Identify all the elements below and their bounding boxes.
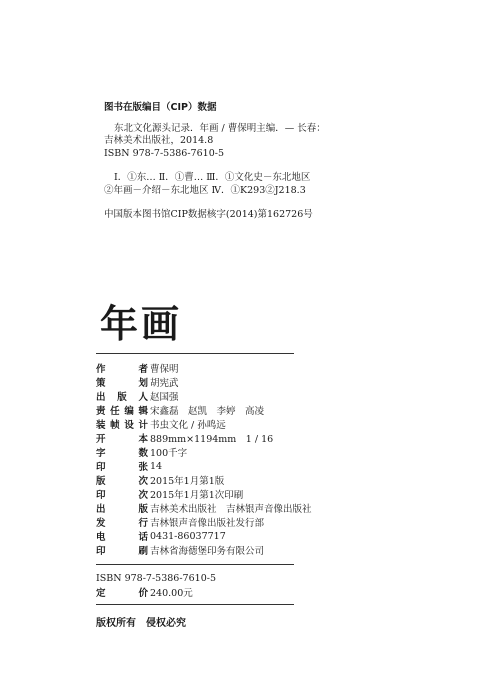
credit-label-char: 者 xyxy=(138,364,148,375)
credit-label-char: 出 xyxy=(96,504,106,515)
credit-label-char: 印 xyxy=(96,490,106,501)
cip-data-block xyxy=(104,102,434,222)
credit-label-char: 字 xyxy=(96,448,106,459)
credit-label-char: 数 xyxy=(138,448,148,459)
credit-label-char: 辑 xyxy=(138,406,148,417)
divider-bottom xyxy=(96,604,294,605)
credit-label xyxy=(96,375,148,389)
credit-label xyxy=(96,473,148,487)
credit-label-char: 价 xyxy=(138,588,148,599)
credit-row xyxy=(96,361,336,375)
credit-value: 0431-86037717 xyxy=(150,530,226,542)
credit-label-char: 印 xyxy=(96,546,106,557)
credit-label xyxy=(96,515,148,529)
credit-label-char: 话 xyxy=(138,532,148,543)
credit-label-char: 装 xyxy=(96,420,106,431)
isbn-line xyxy=(96,571,216,585)
credit-label-char: 帧 xyxy=(110,420,120,431)
credit-value: 2015年1月第1版 xyxy=(150,476,225,487)
cip-record xyxy=(104,123,434,161)
credit-label xyxy=(96,445,148,459)
cip-record-isbn: ISBN 978-7-5386-7610-5 xyxy=(104,147,224,159)
credit-row xyxy=(96,389,336,403)
credit-label-char: 次 xyxy=(138,476,148,487)
credit-label-char: 刷 xyxy=(138,546,148,557)
cip-subject-line: ②年画－介绍－东北地区 Ⅳ．①K293②J218.3 xyxy=(104,184,306,196)
credit-row xyxy=(96,403,336,417)
credit-label-char: 开 xyxy=(96,434,106,445)
credit-row xyxy=(96,459,336,473)
credit-label xyxy=(96,501,148,515)
credit-label xyxy=(96,431,148,445)
cip-subject-line: Ⅰ．①东… Ⅱ．①曹… Ⅲ．①文化史－东北地区 xyxy=(114,172,311,183)
credit-value: 100千字 xyxy=(150,448,188,459)
credit-label-char: 人 xyxy=(138,392,148,403)
credit-label-char: 本 xyxy=(138,434,148,445)
credit-label xyxy=(96,389,148,403)
credit-label-char: 行 xyxy=(138,518,148,529)
credit-row xyxy=(96,501,336,515)
credit-label xyxy=(96,417,148,431)
credit-value: 赵国强 xyxy=(150,392,179,403)
credit-label xyxy=(96,529,148,543)
credit-label-char: 策 xyxy=(96,378,106,389)
cip-heading: 图书在版编目（CIP）数据 xyxy=(104,102,217,113)
cip-number: 中国版本图书馆CIP数据核字(2014)第162726号 xyxy=(104,209,313,220)
cip-record-line: 吉林美术出版社，2014.8 xyxy=(104,135,214,146)
credit-row xyxy=(96,529,336,543)
credit-row xyxy=(96,375,336,389)
credit-value: 书虫文化 / 孙鸣远 xyxy=(150,420,226,431)
credit-label xyxy=(96,459,148,473)
price-row xyxy=(96,585,216,599)
credit-row xyxy=(96,417,336,431)
cip-subjects xyxy=(104,172,434,197)
credit-label-char: 电 xyxy=(96,532,106,543)
credit-value: 14 xyxy=(150,460,163,472)
book-title: 年画 xyxy=(100,302,183,346)
credit-label-char: 次 xyxy=(138,490,148,501)
credit-row xyxy=(96,431,336,445)
credit-label-char: 张 xyxy=(138,462,148,473)
copyright-notice: 版权所有 侵权必究 xyxy=(96,618,186,629)
credit-value: 吉林省海德堡印务有限公司 xyxy=(150,546,265,557)
credit-label xyxy=(96,361,148,375)
credit-label-char: 出 xyxy=(96,392,106,403)
credit-label-char: 版 xyxy=(138,504,148,515)
credit-label-char: 任 xyxy=(110,406,120,417)
divider-middle xyxy=(96,564,294,565)
credit-label-char: 发 xyxy=(96,518,106,529)
credit-label-char: 作 xyxy=(96,364,106,375)
credit-label-char: 版 xyxy=(96,476,106,487)
credit-value: 吉林银声音像出版社发行部 xyxy=(150,518,265,529)
credit-label-char: 版 xyxy=(117,392,127,403)
credit-label-char: 划 xyxy=(138,378,148,389)
credit-row xyxy=(96,515,336,529)
credit-label-char: 计 xyxy=(138,420,148,431)
isbn-value: ISBN 978-7-5386-7610-5 xyxy=(96,572,216,584)
credit-label-char: 定 xyxy=(96,588,106,599)
credit-label-char: 印 xyxy=(96,462,106,473)
price-label xyxy=(96,585,148,599)
credit-label xyxy=(96,403,148,417)
price-value: 240.00元 xyxy=(150,588,193,599)
credit-row xyxy=(96,487,336,501)
credits-list xyxy=(96,361,336,557)
divider-top xyxy=(96,353,294,354)
credit-row xyxy=(96,445,336,459)
cip-record-line: 东北文化源头记录．年画 / 曹保明主编．— 长春： xyxy=(114,122,326,134)
credit-label xyxy=(96,487,148,501)
credit-value: 曹保明 xyxy=(150,364,179,375)
credit-label xyxy=(96,543,148,557)
credit-value: 胡宪武 xyxy=(150,378,179,389)
credit-value: 宋鑫磊 赵凯 李婷 高凌 xyxy=(150,406,265,417)
credit-row xyxy=(96,473,336,487)
credit-label-char: 责 xyxy=(96,406,106,417)
credit-value: 889mm×1194mm 1 / 16 xyxy=(150,434,274,445)
credit-row xyxy=(96,543,336,557)
credit-value: 吉林美术出版社 吉林银声音像出版社 xyxy=(150,504,312,515)
credit-value: 2015年1月第1次印刷 xyxy=(150,490,244,501)
credit-label-char: 编 xyxy=(124,406,134,417)
isbn-price-block xyxy=(96,571,216,599)
credit-label-char: 设 xyxy=(124,420,134,431)
